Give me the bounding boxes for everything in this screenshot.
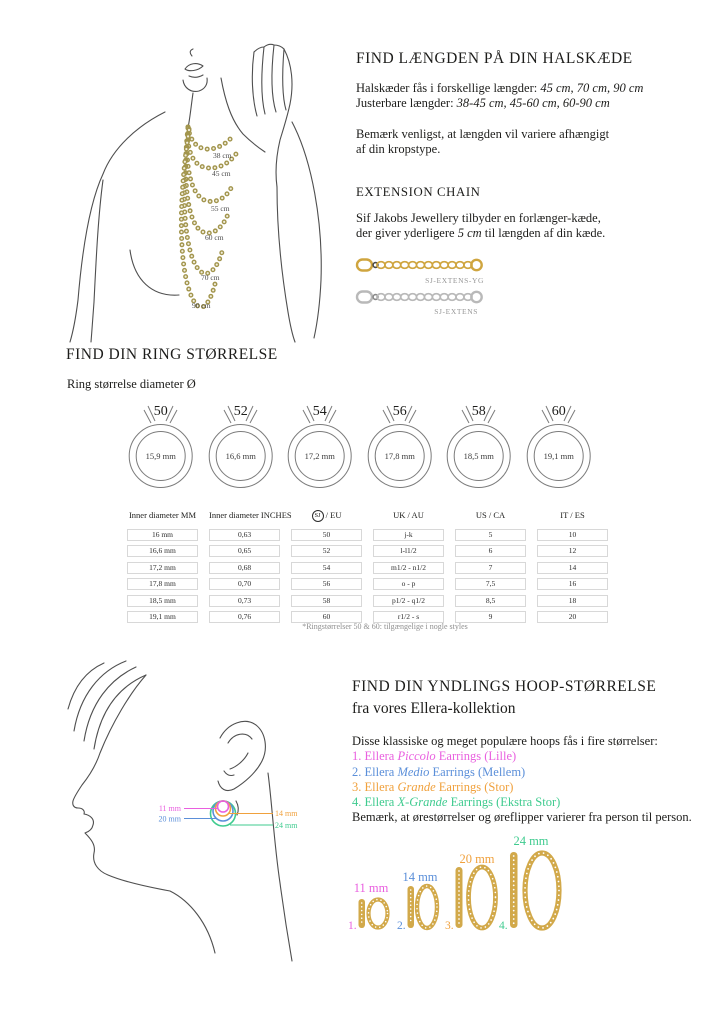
necklace-lengths-text <box>356 81 643 112</box>
column-header-sj-eu: SJ / EU <box>291 509 362 524</box>
hoop-item-xgrande: 4. Ellera X-Grande Earrings (Ekstra Stor) <box>352 795 561 810</box>
neck-right-line <box>221 78 265 152</box>
table-cell: 18,5 mm <box>127 595 198 607</box>
lengths-text: Halskæder fås i forskellige længder: <box>356 81 541 95</box>
table-cell: j-k <box>373 529 444 541</box>
table-cell: 19,1 mm <box>127 611 198 623</box>
extension-5cm: 5 cm <box>457 226 482 241</box>
neck-left-line <box>188 93 193 128</box>
table-cell: 52 <box>291 545 362 557</box>
necklace-length-label: 60 cm <box>205 233 224 242</box>
hoop-front-view <box>469 867 496 928</box>
note-line2: af din kropstype. <box>356 142 441 157</box>
table-cell: 17,2 mm <box>127 562 198 574</box>
ring-diameter: 17,2 mm <box>304 451 335 461</box>
table-cell: 20 <box>537 611 608 623</box>
ring-size-number: 56 <box>392 404 407 419</box>
table-cell: o - p <box>373 578 444 590</box>
ring-diameter: 18,5 mm <box>463 451 494 461</box>
ear-label-11mm: 11 mm <box>158 804 181 813</box>
ring-size-diagrams <box>121 398 598 493</box>
table-cell: 9 <box>455 611 526 623</box>
necklace-length-label: 70 cm <box>201 273 220 282</box>
hoop-item-medio: 2. Ellera Medio Earrings (Mellem) <box>352 764 526 779</box>
gold-chain-sku: SJ-EXTENS-YG <box>425 276 484 285</box>
nose-line <box>190 49 193 56</box>
ring-diagram-56 <box>360 398 440 493</box>
hoop-label-lines <box>184 809 273 826</box>
necklace-length-label: 55 cm <box>211 204 230 213</box>
finger-line <box>252 52 257 116</box>
table-cell: l-l1/2 <box>373 545 444 557</box>
hoop-side-view <box>408 886 415 928</box>
right-arm-inner-line <box>277 187 295 342</box>
extension-line2b: til længden af din kæde. <box>481 226 606 241</box>
earring-size-label: 11 mm <box>353 881 389 895</box>
ear-hoop-illustration <box>60 653 340 965</box>
hoop-circle-11mm <box>218 801 229 812</box>
ring-diagram-58 <box>439 398 519 493</box>
ring-size-number: 54 <box>312 404 327 419</box>
ring-table-footnote: *Ringstørrelser 50 & 60: tilgængelige i nogle styles <box>302 622 468 631</box>
necklace-length-label: 45 cm <box>212 169 231 178</box>
earring-number: 2. <box>397 920 406 932</box>
table-cell: 54 <box>291 562 362 574</box>
table-cell: 6 <box>455 545 526 557</box>
table-cell: 17,8 mm <box>127 578 198 590</box>
face-outline <box>73 675 215 953</box>
necklace-length-label: 38 cm <box>213 151 232 160</box>
ring-diameter: 15,9 mm <box>145 451 176 461</box>
ear-label-14mm: 14 mm <box>275 809 298 818</box>
ear-tragus-line <box>224 771 234 776</box>
earring-size-label: 20 mm <box>459 852 495 866</box>
ring-diagram-54 <box>280 398 360 493</box>
necklace-title: FIND LÆNGDEN PÅ DIN HALSKÆDE <box>356 50 633 67</box>
underlip-line <box>189 75 203 77</box>
ring-diameter: 16,6 mm <box>225 451 256 461</box>
ring-diagram-52 <box>201 398 281 493</box>
silver-chain-sku: SJ-EXTENS <box>434 307 478 316</box>
ring-diagram-60 <box>519 398 599 493</box>
silver-extension-chain-image <box>354 286 486 308</box>
table-cell: r1/2 - s <box>373 611 444 623</box>
adjustable-values: 38-45 cm, 45-60 cm, 60-90 cm <box>456 96 610 111</box>
ear-inner-line <box>230 753 248 769</box>
left-shoulder-line <box>70 112 165 342</box>
table-cell: 58 <box>291 595 362 607</box>
table-cell: 60 <box>291 611 362 623</box>
table-cell: 0,68 <box>209 562 280 574</box>
finger-line <box>274 45 286 110</box>
ring-diameter: 19,1 mm <box>543 451 574 461</box>
ear-outline <box>218 721 265 790</box>
ear-inner-line <box>228 734 252 743</box>
column-header: US / CA <box>475 510 506 520</box>
hoop-item-grande: 3. Ellera Grande Earrings (Stor) <box>352 779 514 794</box>
woman-necklace-illustration <box>55 42 345 344</box>
ring-size-number: 58 <box>471 404 486 419</box>
table-cell: p1/2 - q1/2 <box>373 595 444 607</box>
ring-size-table <box>127 509 608 623</box>
hoop-item-piccolo: 1. Ellera Piccolo Earrings (Lille) <box>352 749 517 764</box>
column-header: UK / AU <box>393 510 424 520</box>
hair-stroke <box>74 661 126 731</box>
ring-size-number: 52 <box>233 404 248 419</box>
table-cell: 5 <box>455 529 526 541</box>
extension-line1: Sif Jakobs Jewellery tilbyder en forlænger-kæde, <box>356 211 601 225</box>
table-cell: 18 <box>537 595 608 607</box>
ring-section-title: FIND DIN RING STØRRELSE <box>66 346 278 363</box>
note-line1: Bemærk venligst, at længden vil variere afhængigt <box>356 127 610 141</box>
table-cell: 0,73 <box>209 595 280 607</box>
silver-chain-links <box>377 294 472 301</box>
table-cell: 0,63 <box>209 529 280 541</box>
hoop-list <box>352 734 692 826</box>
finger-line <box>264 44 276 112</box>
finger-line <box>254 47 265 114</box>
column-header: Inner diameter INCHES <box>209 510 292 520</box>
table-cell: 16 mm <box>127 529 198 541</box>
hoop-section-title: FIND DIN YNDLINGS HOOP-STØRRELSE <box>352 678 657 695</box>
extension-line2a: der giver yderligere <box>356 226 458 241</box>
hoop-earrings-image <box>340 833 580 945</box>
chin-line <box>183 78 207 91</box>
table-cell: 7 <box>455 562 526 574</box>
table-cell: 12 <box>537 545 608 557</box>
hoop-intro: Disse klassiske og meget populære hoops fås i fire størrelser: <box>352 734 658 748</box>
ring-section-subtitle: Ring størrelse diameter Ø <box>67 377 196 391</box>
table-cell: 16,6 mm <box>127 545 198 557</box>
right-arm-outer-line <box>292 122 321 338</box>
table-cell: 14 <box>537 562 608 574</box>
lengths-values: 45 cm, 70 cm, 90 cm <box>540 81 644 95</box>
chain-end-ring <box>471 292 481 302</box>
ring-diameter: 17,8 mm <box>384 451 415 461</box>
necklace-note <box>356 127 609 158</box>
earlobe-line <box>236 801 238 815</box>
ear-label-20mm: 20 mm <box>158 814 181 824</box>
table-cell: 7,5 <box>455 578 526 590</box>
chain-end-ring <box>471 260 481 270</box>
ring-diagram-50 <box>121 398 201 493</box>
earring-size-label: 24 mm <box>513 834 549 848</box>
adjustable-text: Justerbare længder: <box>356 96 457 111</box>
ring-size-number: 50 <box>153 404 168 419</box>
gold-chain-links <box>377 262 472 269</box>
chest-line <box>130 250 179 295</box>
ear-label-24mm: 24 mm <box>275 821 298 830</box>
neck-back-line <box>268 773 292 961</box>
hair-stroke <box>68 663 104 709</box>
necklace-length-label: 90 cm <box>192 301 211 310</box>
table-cell: 50 <box>291 529 362 541</box>
table-cell: 0,76 <box>209 611 280 623</box>
hand-edge-line <box>276 49 292 187</box>
earring-number: 4. <box>499 920 508 932</box>
column-header: IT / ES <box>560 510 585 520</box>
table-cell: m1/2 - n1/2 <box>373 562 444 574</box>
sj-logo-badge: SJ <box>312 510 324 522</box>
table-cell: 8,5 <box>455 595 526 607</box>
hoop-section-subtitle: fra vores Ellera-kollektion <box>352 700 516 717</box>
earring-number: 3. <box>445 920 454 932</box>
ring-size-number: 60 <box>551 404 566 419</box>
extension-chain-heading: EXTENSION CHAIN <box>356 185 481 199</box>
hoop-note: Bemærk, at ørestørrelser og øreflipper varierer fra person til person. <box>352 810 692 825</box>
table-cell: 0,65 <box>209 545 280 557</box>
table-cell: 10 <box>537 529 608 541</box>
table-cell: 16 <box>537 578 608 590</box>
extension-chain-text <box>356 211 605 242</box>
table-cell: 56 <box>291 578 362 590</box>
gold-extension-chain-image <box>354 254 486 276</box>
table-cell: 0,70 <box>209 578 280 590</box>
lips-line <box>185 64 203 71</box>
earring-number: 1. <box>348 920 357 932</box>
earring-size-label: 14 mm <box>402 870 438 884</box>
column-header: Inner diameter MM <box>128 510 197 520</box>
